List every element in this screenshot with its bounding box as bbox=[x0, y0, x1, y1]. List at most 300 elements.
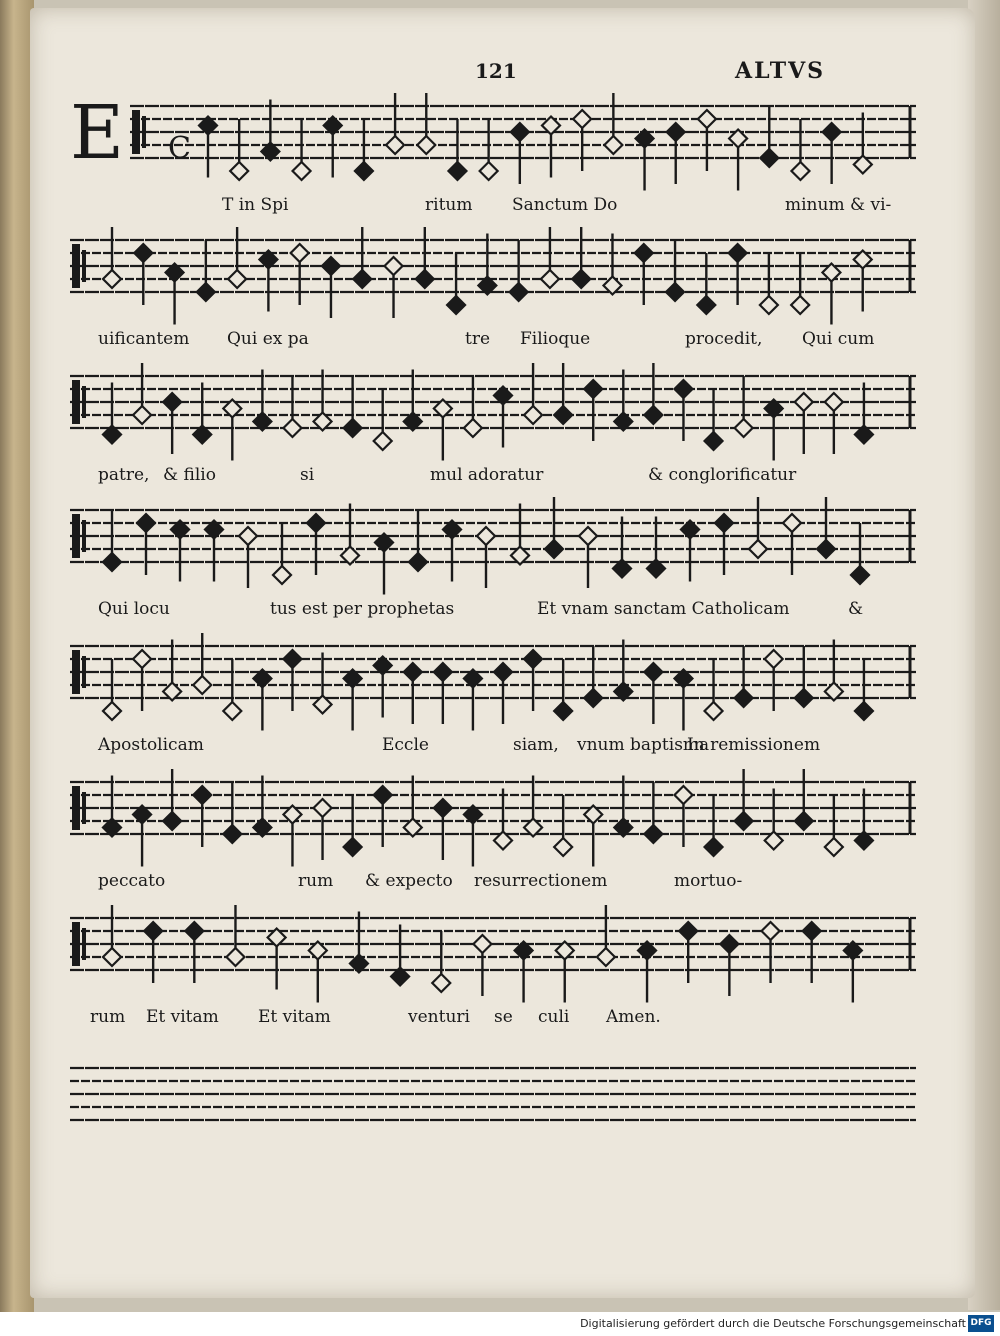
note bbox=[253, 776, 271, 837]
note-head bbox=[385, 257, 403, 275]
note-head bbox=[749, 540, 767, 558]
note bbox=[666, 240, 684, 301]
funding-credit: Digitalisierung gefördert durch die Deutsche Forschungsgemeinschaft bbox=[580, 1317, 966, 1330]
note-head bbox=[644, 663, 662, 681]
note bbox=[667, 123, 685, 184]
note bbox=[765, 650, 783, 711]
note-head bbox=[791, 296, 809, 314]
lyric-syllable: si bbox=[300, 465, 315, 485]
note-head bbox=[133, 406, 151, 424]
note-head bbox=[314, 799, 332, 817]
note-head bbox=[283, 650, 301, 668]
clef-symbol-bar bbox=[82, 520, 86, 552]
lyric-syllable: venturi bbox=[408, 1007, 470, 1027]
note bbox=[374, 786, 392, 847]
lyric-syllable: minum & vi- bbox=[785, 195, 892, 215]
note-head bbox=[103, 553, 121, 571]
lyric-syllable: Qui ex pa bbox=[227, 329, 309, 349]
note bbox=[765, 400, 783, 461]
note-head bbox=[353, 270, 371, 288]
lyric-syllable: vnum baptisma bbox=[577, 735, 710, 755]
note bbox=[283, 806, 301, 867]
note-head bbox=[223, 825, 241, 843]
note bbox=[355, 119, 373, 180]
note bbox=[353, 227, 371, 288]
note bbox=[185, 922, 203, 983]
note-head bbox=[579, 527, 597, 545]
note-head bbox=[825, 838, 843, 856]
note-head bbox=[795, 393, 813, 411]
note-head bbox=[735, 419, 753, 437]
note bbox=[223, 400, 241, 461]
note bbox=[584, 646, 602, 707]
lyric-syllable: resurrectionem bbox=[474, 871, 608, 891]
page-number: 121 bbox=[475, 59, 517, 83]
note bbox=[825, 393, 843, 454]
note-head bbox=[572, 270, 590, 288]
note-head bbox=[322, 257, 340, 275]
note bbox=[760, 253, 778, 314]
note bbox=[344, 670, 362, 731]
note bbox=[291, 244, 309, 305]
note-head bbox=[374, 786, 392, 804]
note-head bbox=[386, 136, 404, 154]
note bbox=[239, 527, 257, 588]
note bbox=[749, 497, 767, 558]
note bbox=[644, 363, 662, 424]
note bbox=[344, 376, 362, 437]
note-head bbox=[524, 650, 542, 668]
lyric-syllable: mortuo- bbox=[674, 871, 743, 891]
note bbox=[674, 786, 692, 847]
clef-symbol-bar bbox=[82, 928, 86, 960]
note-head bbox=[416, 270, 434, 288]
note bbox=[391, 925, 409, 986]
lyric-syllable: siam, bbox=[513, 735, 559, 755]
note-head bbox=[584, 689, 602, 707]
clef-symbol bbox=[72, 922, 80, 966]
lyric-syllable: & conglorificatur bbox=[648, 465, 797, 485]
note bbox=[720, 935, 738, 996]
note bbox=[448, 119, 466, 180]
note bbox=[163, 769, 181, 830]
note bbox=[614, 370, 632, 431]
note bbox=[597, 905, 615, 966]
note-head bbox=[197, 283, 215, 301]
note bbox=[705, 795, 723, 856]
note bbox=[735, 646, 753, 707]
note-head bbox=[554, 406, 572, 424]
lyric-syllable: Eccle bbox=[382, 735, 429, 755]
note bbox=[268, 929, 286, 990]
note-head bbox=[698, 110, 716, 128]
clef-symbol bbox=[72, 786, 80, 830]
note bbox=[144, 922, 162, 983]
note-head bbox=[447, 296, 465, 314]
note-head bbox=[541, 270, 559, 288]
note bbox=[855, 789, 873, 850]
note bbox=[729, 244, 747, 305]
note bbox=[193, 383, 211, 444]
note bbox=[572, 227, 590, 288]
note bbox=[614, 640, 632, 701]
note bbox=[715, 514, 733, 575]
lyric-syllable: Amen. bbox=[606, 1007, 661, 1027]
note bbox=[171, 521, 189, 582]
note bbox=[223, 782, 241, 843]
lyric-syllable: & filio bbox=[163, 465, 216, 485]
note-head bbox=[679, 922, 697, 940]
note bbox=[103, 227, 121, 288]
note bbox=[803, 922, 821, 983]
note-head bbox=[163, 812, 181, 830]
note bbox=[477, 527, 495, 588]
note-head bbox=[644, 406, 662, 424]
note-head bbox=[511, 123, 529, 141]
note bbox=[199, 117, 217, 178]
lyric-syllable: In remissionem bbox=[687, 735, 821, 755]
note bbox=[511, 123, 529, 184]
note bbox=[494, 663, 512, 724]
note-head bbox=[584, 380, 602, 398]
note bbox=[783, 514, 801, 575]
note bbox=[283, 650, 301, 711]
staff bbox=[70, 376, 916, 428]
lyric-syllable: patre, bbox=[98, 465, 150, 485]
note bbox=[554, 363, 572, 424]
clef-symbol-bar bbox=[82, 656, 86, 688]
note bbox=[573, 110, 591, 171]
note bbox=[409, 510, 427, 571]
note bbox=[416, 227, 434, 288]
note-head bbox=[554, 838, 572, 856]
note-head bbox=[291, 244, 309, 262]
note bbox=[524, 776, 542, 837]
note bbox=[314, 370, 332, 431]
note bbox=[163, 393, 181, 454]
lyric-syllable: Filioque bbox=[520, 329, 591, 349]
note bbox=[681, 521, 699, 582]
note bbox=[307, 514, 325, 575]
note-head bbox=[477, 527, 495, 545]
note-head bbox=[185, 922, 203, 940]
note-head bbox=[644, 825, 662, 843]
note bbox=[163, 640, 181, 701]
note-head bbox=[760, 149, 778, 167]
note-head bbox=[765, 650, 783, 668]
note-head bbox=[666, 283, 684, 301]
note bbox=[434, 799, 452, 860]
note bbox=[822, 264, 840, 325]
note bbox=[854, 113, 872, 174]
note bbox=[674, 380, 692, 441]
note-head bbox=[464, 419, 482, 437]
note-head bbox=[293, 162, 311, 180]
note-head bbox=[762, 922, 780, 940]
note bbox=[515, 942, 533, 1003]
note-head bbox=[524, 406, 542, 424]
note bbox=[443, 521, 461, 582]
note-head bbox=[510, 283, 528, 301]
lyric-syllable: peccato bbox=[98, 871, 166, 891]
note-head bbox=[134, 244, 152, 262]
note bbox=[464, 670, 482, 731]
note bbox=[554, 659, 572, 720]
note bbox=[103, 659, 121, 720]
note-head bbox=[344, 419, 362, 437]
staff bbox=[70, 1068, 916, 1120]
note-head bbox=[344, 838, 362, 856]
note bbox=[795, 646, 813, 707]
note bbox=[374, 657, 392, 718]
note bbox=[511, 504, 529, 565]
lyric-syllable: & expecto bbox=[365, 871, 453, 891]
note-head bbox=[667, 123, 685, 141]
note bbox=[817, 497, 835, 558]
note-head bbox=[283, 419, 301, 437]
note bbox=[679, 922, 697, 983]
clef-symbol-bar bbox=[82, 792, 86, 824]
note bbox=[344, 795, 362, 856]
note bbox=[137, 514, 155, 575]
note bbox=[103, 905, 121, 966]
note-head bbox=[404, 663, 422, 681]
note bbox=[579, 527, 597, 588]
clef-symbol-bar bbox=[142, 116, 146, 148]
note bbox=[647, 517, 665, 578]
note bbox=[795, 769, 813, 830]
note bbox=[193, 633, 211, 694]
note bbox=[404, 776, 422, 837]
lyric-syllable: ritum bbox=[425, 195, 473, 215]
note bbox=[375, 534, 393, 595]
note bbox=[404, 663, 422, 724]
lyric-syllable: Et vitam bbox=[258, 1007, 331, 1027]
note-head bbox=[705, 838, 723, 856]
lyric-syllable: culi bbox=[538, 1007, 570, 1027]
note bbox=[374, 389, 392, 450]
note bbox=[854, 251, 872, 312]
note-head bbox=[434, 663, 452, 681]
note bbox=[825, 795, 843, 856]
note bbox=[434, 400, 452, 461]
note-head bbox=[307, 514, 325, 532]
clef-symbol-bar bbox=[82, 250, 86, 282]
note-head bbox=[133, 650, 151, 668]
note bbox=[604, 93, 622, 154]
lyric-syllable: Et vitam bbox=[146, 1007, 219, 1027]
note bbox=[434, 663, 452, 724]
note-head bbox=[597, 948, 615, 966]
note bbox=[524, 650, 542, 711]
note bbox=[341, 504, 359, 565]
note bbox=[350, 912, 368, 973]
note bbox=[844, 942, 862, 1003]
lyric-syllable: procedit, bbox=[685, 329, 763, 349]
note bbox=[385, 257, 403, 318]
note bbox=[638, 942, 656, 1003]
lyric-syllable: T in Spi bbox=[222, 195, 289, 215]
note bbox=[762, 922, 780, 983]
note-head bbox=[803, 922, 821, 940]
note bbox=[613, 517, 631, 578]
note bbox=[417, 93, 435, 154]
note-head bbox=[230, 162, 248, 180]
note bbox=[635, 244, 653, 305]
note bbox=[524, 363, 542, 424]
note-head bbox=[825, 393, 843, 411]
note bbox=[253, 670, 271, 731]
note-head bbox=[137, 514, 155, 532]
note-head bbox=[697, 296, 715, 314]
lyric-syllable: tre bbox=[465, 329, 491, 349]
note bbox=[322, 257, 340, 318]
note-head bbox=[720, 935, 738, 953]
note bbox=[447, 253, 465, 314]
note bbox=[825, 640, 843, 701]
note-head bbox=[193, 676, 211, 694]
note bbox=[197, 240, 215, 301]
note bbox=[253, 370, 271, 431]
note-head bbox=[448, 162, 466, 180]
note-head bbox=[223, 702, 241, 720]
note bbox=[464, 806, 482, 867]
note-head bbox=[817, 540, 835, 558]
note-head bbox=[226, 948, 244, 966]
note-head bbox=[573, 110, 591, 128]
mensuration-sign: C bbox=[168, 131, 191, 166]
note bbox=[494, 789, 512, 850]
note-head bbox=[103, 948, 121, 966]
note bbox=[283, 376, 301, 437]
note bbox=[386, 93, 404, 154]
note-head bbox=[417, 136, 435, 154]
note bbox=[644, 782, 662, 843]
lyric-syllable: Apostolicam bbox=[98, 735, 204, 755]
note-head bbox=[604, 136, 622, 154]
note-head bbox=[760, 296, 778, 314]
notes-layer bbox=[103, 93, 873, 1003]
note bbox=[636, 130, 654, 191]
note-head bbox=[103, 270, 121, 288]
note-head bbox=[735, 689, 753, 707]
note-head bbox=[163, 393, 181, 411]
note-head bbox=[635, 244, 653, 262]
note-head bbox=[374, 432, 392, 450]
note bbox=[273, 523, 291, 584]
note bbox=[697, 253, 715, 314]
note bbox=[855, 383, 873, 444]
note-head bbox=[228, 270, 246, 288]
clef-symbol bbox=[72, 380, 80, 424]
note bbox=[309, 942, 327, 1003]
note bbox=[259, 251, 277, 312]
note-head bbox=[715, 514, 733, 532]
note bbox=[464, 376, 482, 437]
lyric-syllable: se bbox=[494, 1007, 513, 1027]
note bbox=[735, 376, 753, 437]
note-head bbox=[823, 123, 841, 141]
note bbox=[698, 110, 716, 171]
clef-symbol-bar bbox=[82, 386, 86, 418]
note bbox=[230, 119, 248, 180]
note bbox=[205, 521, 223, 582]
note bbox=[103, 510, 121, 571]
note bbox=[603, 234, 621, 295]
note bbox=[510, 240, 528, 301]
note bbox=[855, 659, 873, 720]
lyric-syllable: & bbox=[848, 599, 864, 619]
note-head bbox=[545, 540, 563, 558]
note-head bbox=[783, 514, 801, 532]
note bbox=[542, 117, 560, 178]
note bbox=[133, 363, 151, 424]
note-head bbox=[705, 432, 723, 450]
lyric-syllable: Sanctum Do bbox=[512, 195, 618, 215]
note bbox=[133, 650, 151, 711]
note-head bbox=[193, 786, 211, 804]
initial-letter: E bbox=[70, 90, 125, 176]
note-head bbox=[795, 812, 813, 830]
note bbox=[735, 769, 753, 830]
clef-symbol bbox=[72, 244, 80, 288]
clef-symbol bbox=[72, 514, 80, 558]
note bbox=[473, 935, 491, 996]
lyric-syllable: tus est per prophetas bbox=[270, 599, 455, 619]
note bbox=[795, 393, 813, 454]
note bbox=[765, 789, 783, 850]
note bbox=[166, 264, 184, 325]
note-head bbox=[144, 922, 162, 940]
note-head bbox=[103, 702, 121, 720]
note-head bbox=[735, 812, 753, 830]
note bbox=[314, 799, 332, 860]
note bbox=[851, 523, 869, 584]
note bbox=[545, 497, 563, 558]
note bbox=[324, 117, 342, 178]
lyric-syllable: rum bbox=[90, 1007, 126, 1027]
note-head bbox=[434, 799, 452, 817]
note bbox=[134, 244, 152, 305]
lyric-syllable: rum bbox=[298, 871, 334, 891]
lyric-syllable: uificantem bbox=[98, 329, 190, 349]
note-head bbox=[674, 380, 692, 398]
note bbox=[705, 389, 723, 450]
note bbox=[541, 227, 559, 288]
note-head bbox=[705, 702, 723, 720]
note bbox=[760, 106, 778, 167]
note-head bbox=[273, 566, 291, 584]
lyric-syllable: Qui cum bbox=[802, 329, 875, 349]
note-head bbox=[494, 663, 512, 681]
note-head bbox=[554, 702, 572, 720]
note bbox=[228, 227, 246, 288]
note bbox=[584, 806, 602, 867]
note bbox=[554, 795, 572, 856]
note bbox=[494, 387, 512, 448]
note-head bbox=[795, 689, 813, 707]
clef-symbol bbox=[72, 650, 80, 694]
note bbox=[614, 776, 632, 837]
note bbox=[478, 234, 496, 295]
lyric-syllable: Et vnam sanctam Catholicam bbox=[537, 599, 790, 619]
note bbox=[223, 659, 241, 720]
note bbox=[705, 659, 723, 720]
note bbox=[823, 123, 841, 184]
note bbox=[261, 100, 279, 161]
note bbox=[480, 119, 498, 180]
note-head bbox=[729, 244, 747, 262]
